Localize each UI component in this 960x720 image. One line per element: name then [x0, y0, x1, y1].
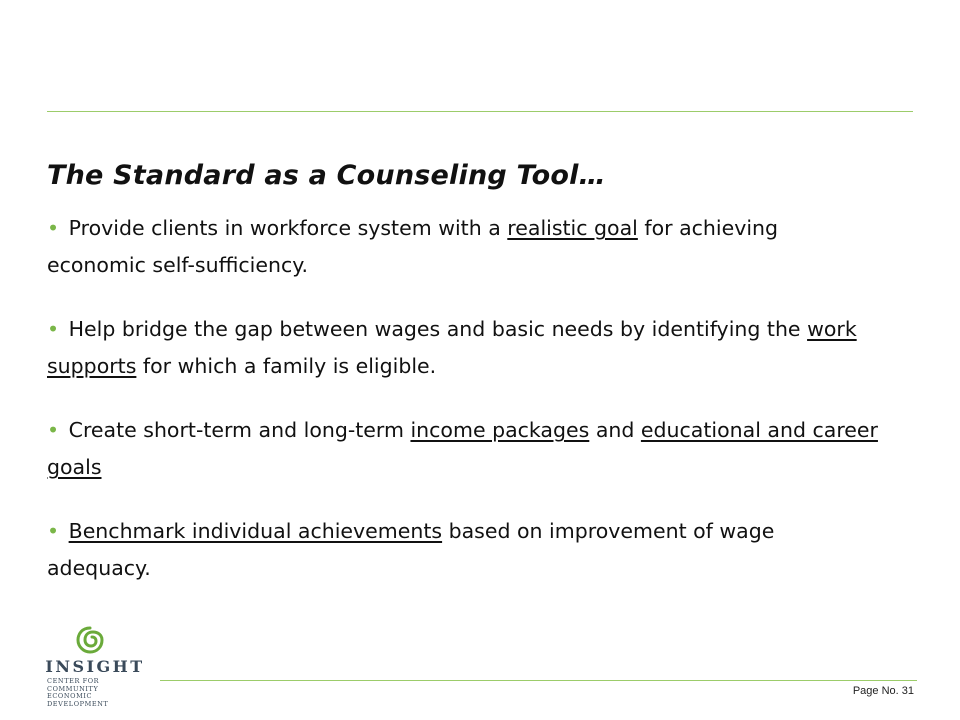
- bottom-divider: [160, 680, 917, 681]
- bullet-list: [47, 210, 883, 614]
- logo-subtitle: [47, 678, 143, 708]
- spiral-logo-icon: [74, 624, 106, 656]
- bullet-text: Provide clients in workforce system with a: [68, 216, 508, 240]
- logo-subtitle-line-2: ECONOMIC DEVELOPMENT: [47, 692, 109, 708]
- bullet-text: for which a family is eligible.: [136, 354, 437, 378]
- top-divider: [47, 111, 913, 112]
- bullet-text: Create short-term and long-term: [68, 418, 411, 442]
- insight-logo: [44, 624, 145, 708]
- bullet-item: [47, 210, 883, 284]
- bullet-dot-icon: •: [47, 418, 60, 442]
- bullet-dot-icon: •: [47, 216, 60, 240]
- underlined-term: work supports: [47, 317, 857, 378]
- underlined-term: Benchmark individual achievements: [68, 519, 443, 543]
- logo-wordmark: INSIGHT: [45, 657, 145, 676]
- bullet-text: and: [589, 418, 641, 442]
- bullet-text: for achieving economic self-sufficiency.: [47, 216, 779, 277]
- bullet-text: based on improvement of wage adequacy.: [47, 519, 775, 580]
- underlined-term: educational and career goals: [47, 418, 878, 479]
- bullet-dot-icon: •: [47, 317, 60, 341]
- bullet-dot-icon: •: [47, 519, 60, 543]
- logo-subtitle-line-1: CENTER FOR COMMUNITY: [47, 677, 100, 693]
- bullet-item: [47, 311, 883, 385]
- bullet-item: [47, 513, 883, 587]
- bullet-text: Help bridge the gap between wages and basic needs by identifying the: [68, 317, 808, 341]
- slide-title: The Standard as a Counseling Tool…: [47, 160, 606, 191]
- underlined-term: realistic goal: [507, 216, 638, 240]
- page-number: Page No. 31: [852, 685, 914, 697]
- bullet-item: [47, 412, 883, 486]
- underlined-term: income packages: [410, 418, 590, 442]
